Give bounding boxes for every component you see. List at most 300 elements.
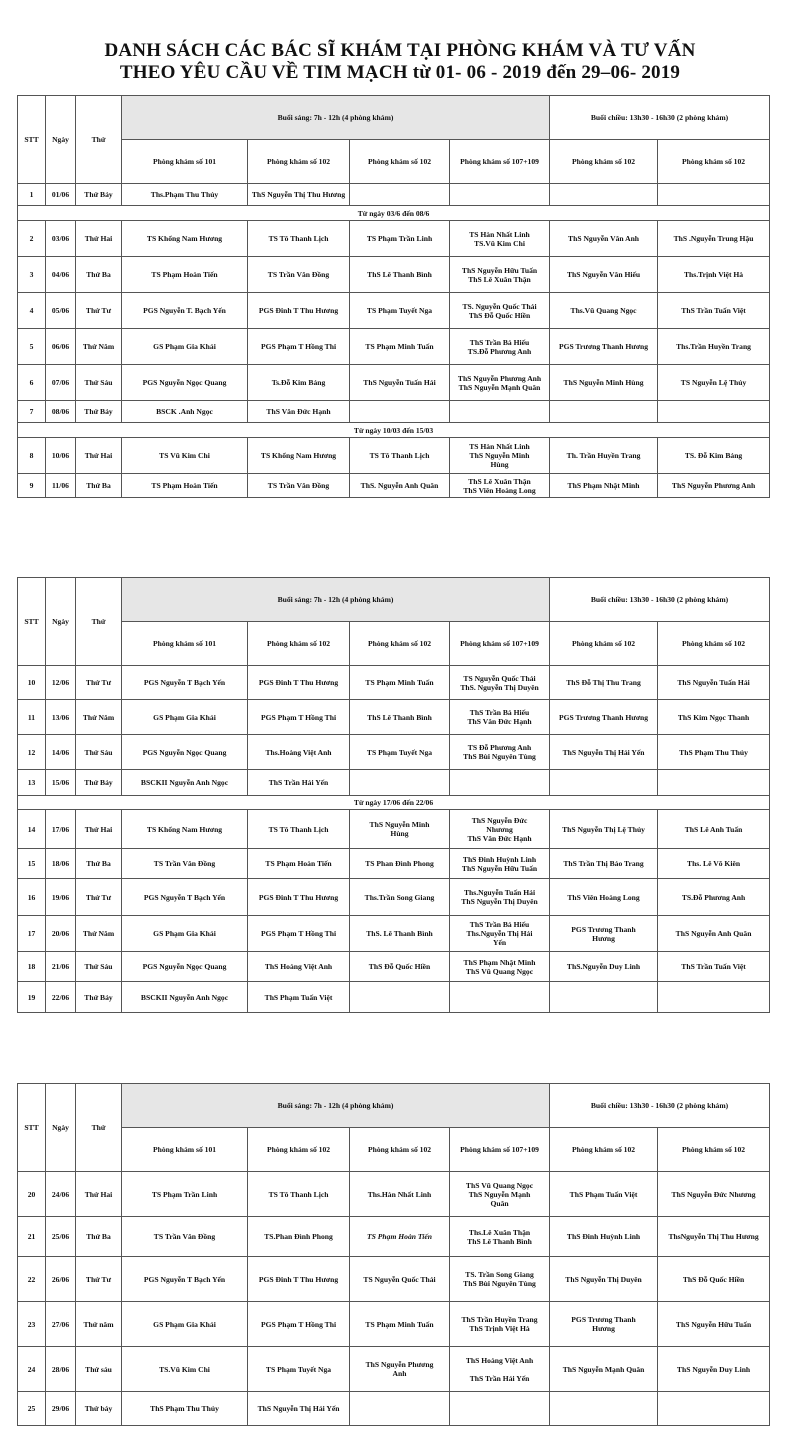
doctor-cell [350, 184, 450, 206]
doctor-cell: ThS Lê Thanh Bình [350, 700, 450, 735]
doctor-cell [550, 916, 658, 952]
doctor-cell [658, 184, 770, 206]
row-date: 21/06 [46, 952, 76, 982]
doctor-cell [450, 257, 550, 293]
doctor-cell: ThS Trần Tuấn Việt [658, 293, 770, 329]
row-weekday: Thứ Bảy [76, 982, 122, 1013]
row-stt: 6 [18, 365, 46, 401]
doctor-cell: ThS Nguyễn Minh Hùng [550, 365, 658, 401]
row-weekday: Thứ Sáu [76, 952, 122, 982]
doctor-cell: ThS Nguyễn Phương Anh [658, 474, 770, 498]
doctor-cell [658, 1392, 770, 1426]
doctor-cell: BSCKII Nguyễn Anh Ngọc [122, 770, 248, 796]
row-date: 15/06 [46, 770, 76, 796]
doctor-name-line: ThS Nguyễn Hữu Tuấn [461, 265, 538, 275]
doctor-cell: TS Tô Thanh Lịch [248, 810, 350, 849]
room-header: Phòng khám số 102 [248, 1128, 350, 1172]
doctor-cell: TS Phạm Hoàn Tiến [122, 474, 248, 498]
row-stt: 9 [18, 474, 46, 498]
doctor-cell: ThS Lê Thanh Bình [350, 257, 450, 293]
doctor-name-line: ThS Nguyễn Thị Duyên [461, 897, 538, 906]
doctor-cell [350, 1347, 450, 1392]
doctor-cell: TS Trần Văn Đồng [122, 1217, 248, 1257]
room-header: Phòng khám số 101 [122, 1128, 248, 1172]
week-range-note: Từ ngày 10/03 đến 15/03 [18, 423, 770, 438]
table-row [18, 184, 770, 206]
doctor-name-line [453, 1365, 546, 1374]
doctor-cell: ThS Nguyễn Mạnh Quân [550, 1347, 658, 1392]
doctor-cell [450, 770, 550, 796]
table-row [18, 221, 770, 257]
doctor-name-line: PGS Trương Thanh [571, 1315, 636, 1324]
doctor-cell: PGS Phạm T Hồng Thi [248, 916, 350, 952]
doctor-name-line: Quân [490, 1198, 509, 1208]
table-row [18, 329, 770, 365]
row-stt: 4 [18, 293, 46, 329]
row-date: 17/06 [46, 810, 76, 849]
row-stt: 7 [18, 401, 46, 423]
table-row [18, 438, 770, 474]
week-range-row [18, 206, 770, 221]
doctor-name-line: ThS Nguyễn Mạnh [468, 1189, 531, 1199]
table-row [18, 849, 770, 879]
doctor-cell: TS Phạm Hoàn Tiến [122, 257, 248, 293]
doctor-cell [450, 810, 550, 849]
doctor-cell: ThS Viên Hoàng Long [550, 879, 658, 916]
doctor-cell: PGS Nguyễn T. Bạch Yến [122, 293, 248, 329]
table-row [18, 257, 770, 293]
doctor-cell: TS.Phan Đình Phong [248, 1217, 350, 1257]
doctor-cell: PGS Trương Thanh Hương [550, 700, 658, 735]
row-stt: 23 [18, 1302, 46, 1347]
room-header: Phòng khám số 102 [658, 1128, 770, 1172]
week-range-row [18, 796, 770, 810]
doctor-cell [658, 982, 770, 1013]
row-date: 18/06 [46, 849, 76, 879]
row-weekday: Thứ Năm [76, 916, 122, 952]
doctor-name-line: TS Hàn Nhất Linh [469, 442, 530, 451]
row-stt: 15 [18, 849, 46, 879]
row-stt: 20 [18, 1172, 46, 1217]
doctor-name-line: TS.Đỗ Phương Anh [467, 346, 532, 356]
doctor-cell: TS Trần Văn Đồng [248, 474, 350, 498]
doctor-name-line: Ths.Nguyễn Thị Hải [466, 929, 533, 938]
doctor-cell [350, 982, 450, 1013]
doctor-cell: ThS Nguyễn Văn Anh [550, 221, 658, 257]
doctor-cell [450, 184, 550, 206]
row-date: 04/06 [46, 257, 76, 293]
doctor-cell: TS Phan Đình Phong [350, 849, 450, 879]
doctor-cell [450, 1217, 550, 1257]
row-weekday: Thứ Tư [76, 1257, 122, 1302]
doctor-cell: GS Phạm Gia Khải [122, 700, 248, 735]
doctor-cell: TS Khổng Nam Hương [122, 221, 248, 257]
doctor-cell: TS Phạm Minh Tuấn [350, 1302, 450, 1347]
doctor-cell: ThS. Nguyễn Anh Quân [350, 474, 450, 498]
table-row [18, 810, 770, 849]
row-weekday: Thứ Hai [76, 438, 122, 474]
row-date: 22/06 [46, 982, 76, 1013]
row-weekday: Thứ Ba [76, 474, 122, 498]
row-weekday: Thứ Sáu [76, 365, 122, 401]
table-row [18, 401, 770, 423]
morning-session-header: Buổi sáng: 7h - 12h (4 phòng khám) [122, 578, 550, 622]
room-header: Phòng khám số 102 [248, 140, 350, 184]
doctor-name-line: ThS. Nguyễn Thị Duyên [460, 682, 539, 692]
table-row [18, 770, 770, 796]
doctor-cell: ThS Phạm Nhật Minh [550, 474, 658, 498]
doctor-cell [350, 1392, 450, 1426]
row-stt: 22 [18, 1257, 46, 1302]
doctor-cell [450, 401, 550, 423]
doctor-name-line: Hùng [390, 829, 409, 838]
doctor-cell [550, 1302, 658, 1347]
doctor-name-line: PGS Trương Thanh [571, 924, 636, 934]
room-header: Phòng khám số 102 [350, 140, 450, 184]
doctor-cell: Th. Trần Huyền Trang [550, 438, 658, 474]
row-weekday: Thứ Hai [76, 221, 122, 257]
doctor-cell: TS.Đỗ Phương Anh [658, 879, 770, 916]
doctor-name-line: ThS Lê Xuân Thận [468, 476, 531, 486]
row-date: 10/06 [46, 438, 76, 474]
doctor-cell: TS Phạm Tuyết Nga [350, 293, 450, 329]
morning-session-header: Buổi sáng: 7h - 12h (4 phòng khám) [122, 1084, 550, 1128]
row-date: 24/06 [46, 1172, 76, 1217]
table-row [18, 666, 770, 700]
doctor-cell: TS.Vũ Kim Chi [122, 1347, 248, 1392]
doctor-cell [550, 982, 658, 1013]
afternoon-session-header: Buổi chiều: 13h30 - 16h30 (2 phòng khám) [550, 1084, 770, 1128]
doctor-cell: TS Trần Văn Đồng [122, 849, 248, 879]
doctor-cell [450, 1392, 550, 1426]
table-row [18, 1172, 770, 1217]
doctor-cell: GS Phạm Gia Khải [122, 1302, 248, 1347]
doctor-cell: PGS Đinh T Thu Hương [248, 1257, 350, 1302]
week-range-note: Từ ngày 17/06 đến 22/06 [18, 796, 770, 810]
row-weekday: Thứ Ba [76, 849, 122, 879]
doctor-cell [550, 184, 658, 206]
doctor-cell: TS Vũ Kim Chi [122, 438, 248, 474]
row-weekday: Thứ Ba [76, 1217, 122, 1257]
doctor-cell [450, 666, 550, 700]
row-date: 26/06 [46, 1257, 76, 1302]
doctor-cell [450, 952, 550, 982]
room-header: Phòng khám số 102 [350, 1128, 450, 1172]
doctor-cell: PGS Phạm T Hồng Thi [248, 1302, 350, 1347]
doctor-cell: PGS Đinh T Thu Hương [248, 293, 350, 329]
row-weekday: Thứ Hai [76, 1172, 122, 1217]
doctor-cell [550, 1392, 658, 1426]
doctor-cell [350, 770, 450, 796]
doctor-cell: ThS Trần Thị Bảo Trang [550, 849, 658, 879]
row-stt: 2 [18, 221, 46, 257]
doctor-cell: PGS Nguyễn T Bạch Yến [122, 879, 248, 916]
room-header: Phòng khám số 102 [658, 622, 770, 666]
doctor-name-line: ThS Lê Xuân Thận [468, 274, 531, 284]
table-row [18, 916, 770, 952]
table-row [18, 982, 770, 1013]
doctor-cell: PGS Đinh T Thu Hương [248, 666, 350, 700]
doctor-cell: TS Phạm Trần Linh [350, 221, 450, 257]
doctor-cell: PGS Nguyễn Ngọc Quang [122, 735, 248, 770]
row-weekday: Thứ năm [76, 1302, 122, 1347]
doctor-name-line: TS Đỗ Phương Anh [467, 743, 532, 752]
doctor-cell: TS Phạm Minh Tuấn [350, 329, 450, 365]
doctor-cell: ThS.Nguyễn Duy Linh [550, 952, 658, 982]
doctor-cell: TS Tô Thanh Lịch [248, 221, 350, 257]
doctor-name-line: ThS Đỗ Quốc Hiền [468, 310, 531, 320]
doctor-cell [450, 474, 550, 498]
doctor-cell: ThS Nguyễn Đức Nhương [658, 1172, 770, 1217]
week-range-note: Từ ngày 03/6 đến 08/6 [18, 206, 770, 221]
room-header: Phòng khám số 102 [550, 622, 658, 666]
header-stt: STT [18, 578, 46, 666]
row-stt: 17 [18, 916, 46, 952]
row-stt: 16 [18, 879, 46, 916]
doctor-name-line: Hương [592, 933, 615, 943]
doctor-cell: ThS Nguyễn Thị Thu Hương [248, 184, 350, 206]
doctor-cell: PGS Phạm T Hồng Thi [248, 329, 350, 365]
afternoon-session-header: Buổi chiều: 13h30 - 16h30 (2 phòng khám) [550, 96, 770, 140]
doctor-cell: TS Phạm Tuyết Nga [350, 735, 450, 770]
doctor-cell: TS Phạm Trần Linh [122, 1172, 248, 1217]
row-date: 19/06 [46, 879, 76, 916]
morning-session-header: Buổi sáng: 7h - 12h (4 phòng khám) [122, 96, 550, 140]
week-range-row [18, 423, 770, 438]
doctor-cell: ThS Phạm Tuấn Việt [550, 1172, 658, 1217]
doctor-cell: ThS Lê Anh Tuấn [658, 810, 770, 849]
header-stt: STT [18, 1084, 46, 1172]
doctor-cell: ThS Nguyễn Tuấn Hải [658, 666, 770, 700]
doctor-cell: ThsNguyễn Thị Thu Hương [658, 1217, 770, 1257]
doctor-cell [350, 810, 450, 849]
row-date: 01/06 [46, 184, 76, 206]
table-row [18, 879, 770, 916]
doctor-name-line: TS. Trần Song Giang [465, 1270, 534, 1279]
row-date: 29/06 [46, 1392, 76, 1426]
afternoon-session-header: Buổi chiều: 13h30 - 16h30 (2 phòng khám) [550, 578, 770, 622]
header-ngay: Ngày [46, 96, 76, 184]
doctor-cell [450, 879, 550, 916]
doctor-name-line: ThS Trần Bá Hiếu [469, 708, 530, 717]
doctor-cell: BSCKII Nguyễn Anh Ngọc [122, 982, 248, 1013]
row-weekday: Thứ Hai [76, 810, 122, 849]
row-weekday: Thứ Bảy [76, 770, 122, 796]
doctor-cell [350, 401, 450, 423]
doctor-cell: PGS Phạm T Hồng Thi [248, 700, 350, 735]
doctor-cell: TS Nguyễn Quốc Thái [350, 1257, 450, 1302]
doctor-cell [450, 735, 550, 770]
doctor-name-line: Hùng [490, 460, 509, 469]
row-weekday: Thứ Bảy [76, 184, 122, 206]
doctor-name-line: ThS Bùi Nguyên Tùng [463, 752, 536, 761]
row-stt: 3 [18, 257, 46, 293]
doctor-name-line: ThS Văn Đức Hạnh [467, 717, 532, 726]
doctor-cell [450, 849, 550, 879]
doctor-cell: Ths. Lê Võ Kiên [658, 849, 770, 879]
room-header: Phòng khám số 102 [350, 622, 450, 666]
doctor-cell [450, 916, 550, 952]
doctor-cell: ThS Nguyễn Thị Hải Yến [248, 1392, 350, 1426]
room-header: Phòng khám số 101 [122, 140, 248, 184]
doctor-cell: TS Nguyễn Lệ Thủy [658, 365, 770, 401]
row-stt: 24 [18, 1347, 46, 1392]
doctor-cell [450, 1302, 550, 1347]
doctor-cell: Ths.Vũ Quang Ngọc [550, 293, 658, 329]
doctor-name-line: ThS Nguyễn Hữu Tuấn [461, 863, 538, 873]
doctor-cell: Ths.Trần Huyền Trang [658, 329, 770, 365]
doctor-name-line: TS. Nguyễn Quốc Thái [462, 301, 537, 311]
table-row [18, 1257, 770, 1302]
doctor-cell: ThS Trần Hải Yến [248, 770, 350, 796]
row-weekday: Thứ sáu [76, 1347, 122, 1392]
doctor-cell: ThS Văn Đức Hạnh [248, 401, 350, 423]
doctor-cell [450, 365, 550, 401]
table-row [18, 952, 770, 982]
table-row [18, 1347, 770, 1392]
row-weekday: Thứ Tư [76, 666, 122, 700]
row-weekday: Thứ Tư [76, 293, 122, 329]
doctor-cell: Ths.Trịnh Việt Hà [658, 257, 770, 293]
room-header: Phòng khám số 102 [550, 1128, 658, 1172]
row-weekday: Thứ Ba [76, 257, 122, 293]
doctor-cell: TS Phạm Hoàn Tiến [350, 1217, 450, 1257]
table-row [18, 293, 770, 329]
doctor-cell [450, 221, 550, 257]
doctor-cell: ThS Phạm Tuấn Việt [248, 982, 350, 1013]
row-stt: 25 [18, 1392, 46, 1426]
row-weekday: Thứ Tư [76, 879, 122, 916]
doctor-cell: ThS. Lê Thanh Bình [350, 916, 450, 952]
doctor-cell [658, 770, 770, 796]
doctor-name-line: ThS Trần Bá Hiếu [469, 920, 530, 929]
room-header: Phòng khám số 107+109 [450, 140, 550, 184]
doctor-cell: PGS Nguyễn T Bạch Yến [122, 1257, 248, 1302]
doctor-cell: PGS Nguyễn Ngọc Quang [122, 952, 248, 982]
doctor-name-line: TS.Vũ Kim Chi [474, 238, 525, 248]
row-weekday: Thứ Sáu [76, 735, 122, 770]
row-date: 11/06 [46, 474, 76, 498]
doctor-cell: PGS Đinh T Thu Hương [248, 879, 350, 916]
doctor-cell: GS Phạm Gia Khải [122, 916, 248, 952]
doctor-name-line: Ths.Lê Xuân Thận [468, 1227, 531, 1237]
doctor-name-line: Ths.Nguyễn Tuấn Hải [463, 888, 536, 897]
room-header: Phòng khám số 102 [658, 140, 770, 184]
doctor-cell [450, 1347, 550, 1392]
header-stt: STT [18, 96, 46, 184]
doctor-name-line: ThS Phạm Nhật Minh [463, 957, 536, 967]
header-thu: Thứ [76, 1084, 122, 1172]
row-stt: 14 [18, 810, 46, 849]
row-stt: 19 [18, 982, 46, 1013]
doctor-cell: ThS Trần Tuấn Việt [658, 952, 770, 982]
doctor-cell: TS Phạm Hoàn Tiến [248, 849, 350, 879]
doctor-cell: ThS Nguyễn Duy Linh [658, 1347, 770, 1392]
doctor-name-line: ThS Nguyễn Minh [369, 820, 430, 829]
doctor-cell [658, 401, 770, 423]
row-date: 08/06 [46, 401, 76, 423]
doctor-name-line: ThS Trần Hải Yến [469, 1373, 530, 1383]
doctor-name-line: TS Hàn Nhất Linh [469, 229, 530, 239]
doctor-name-line: ThS Trần Bá Hiếu [469, 337, 530, 347]
doctor-cell: TS Khổng Nam Hương [122, 810, 248, 849]
doctor-name-line: ThS Viên Hoàng Long [463, 485, 536, 495]
doctor-cell: ThS Nguyễn Tuấn Hải [350, 365, 450, 401]
row-date: 03/06 [46, 221, 76, 257]
doctor-name-line: ThS Nguyễn Đức [471, 815, 528, 825]
doctor-name-line: ThS Văn Đức Hạnh [467, 833, 532, 843]
doctor-cell: ThS Đinh Huỳnh Linh [550, 1217, 658, 1257]
doctor-cell: GS Phạm Gia Khải [122, 329, 248, 365]
doctor-cell: Ths.Trần Song Giang [350, 879, 450, 916]
row-date: 28/06 [46, 1347, 76, 1392]
doctor-cell: Ths.Hoàng Việt Anh [248, 735, 350, 770]
doctor-cell: TS. Đỗ Kim Bảng [658, 438, 770, 474]
room-header: Phòng khám số 107+109 [450, 622, 550, 666]
row-date: 13/06 [46, 700, 76, 735]
doctor-cell: TS Trần Văn Đồng [248, 257, 350, 293]
doctor-cell: ThS Nguyễn Văn Hiếu [550, 257, 658, 293]
doctor-cell: ThS .Nguyễn Trung Hậu [658, 221, 770, 257]
doctor-cell: ThS Kim Ngọc Thanh [658, 700, 770, 735]
doctor-cell: ThS Hoàng Việt Anh [248, 952, 350, 982]
doctor-cell [450, 1172, 550, 1217]
doctor-name-line: ThS Lê Thanh Bình [467, 1236, 532, 1246]
doctor-cell: Ths.Hàn Nhất Linh [350, 1172, 450, 1217]
doctor-cell: TS Tô Thanh Lịch [248, 1172, 350, 1217]
doctor-name-line: ThS Trịnh Việt Hà [469, 1324, 530, 1333]
doctor-cell: ThS Đỗ Quốc Hiền [350, 952, 450, 982]
doctor-name-line: ThS Vũ Quang Ngọc [465, 966, 534, 976]
doctor-name-line: ThS Nguyễn Minh [469, 451, 530, 460]
table-row [18, 474, 770, 498]
row-date: 27/06 [46, 1302, 76, 1347]
doctor-name-line: Hương [592, 1324, 615, 1333]
doctor-cell: PGS Nguyễn T Bạch Yến [122, 666, 248, 700]
header-thu: Thứ [76, 96, 122, 184]
row-stt: 8 [18, 438, 46, 474]
table-row [18, 700, 770, 735]
doctor-name-line: Anh [392, 1369, 407, 1378]
header-ngay: Ngày [46, 578, 76, 666]
doctor-cell: PGS Nguyễn Ngọc Quang [122, 365, 248, 401]
doctor-cell: ThS Đỗ Quốc Hiền [658, 1257, 770, 1302]
row-stt: 11 [18, 700, 46, 735]
header-ngay: Ngày [46, 1084, 76, 1172]
doctor-cell: ThS Phạm Thu Thủy [122, 1392, 248, 1426]
doctor-cell: TS Khổng Nam Hương [248, 438, 350, 474]
row-date: 12/06 [46, 666, 76, 700]
page-title-line-2: THEO YÊU CẦU VỀ TIM MẠCH từ 01- 06 - 2019 đến 29–06- 2019 [119, 62, 681, 83]
doctor-cell: ThS Nguyễn Anh Quân [658, 916, 770, 952]
doctor-cell: PGS Trương Thanh Hương [550, 329, 658, 365]
table-row [18, 1302, 770, 1347]
schedule-table-3 [17, 1083, 770, 1426]
table-row [18, 365, 770, 401]
doctor-cell [450, 293, 550, 329]
doctor-cell: BSCK .Anh Ngọc [122, 401, 248, 423]
doctor-cell: ThS Nguyễn Thị Duyên [550, 1257, 658, 1302]
doctor-name-line: TS Nguyễn Quốc Thái [463, 673, 536, 683]
doctor-name-line: ThS Nguyễn Mạnh Quân [458, 382, 541, 392]
doctor-cell [450, 329, 550, 365]
doctor-cell: ThS Nguyễn Thị Hải Yến [550, 735, 658, 770]
row-stt: 12 [18, 735, 46, 770]
row-weekday: Thứ Năm [76, 700, 122, 735]
doctor-name-line: ThS Trần Huyền Trang [461, 1315, 538, 1324]
row-weekday: Thứ Bảy [76, 401, 122, 423]
doctor-name-line: Nhương [486, 824, 513, 834]
